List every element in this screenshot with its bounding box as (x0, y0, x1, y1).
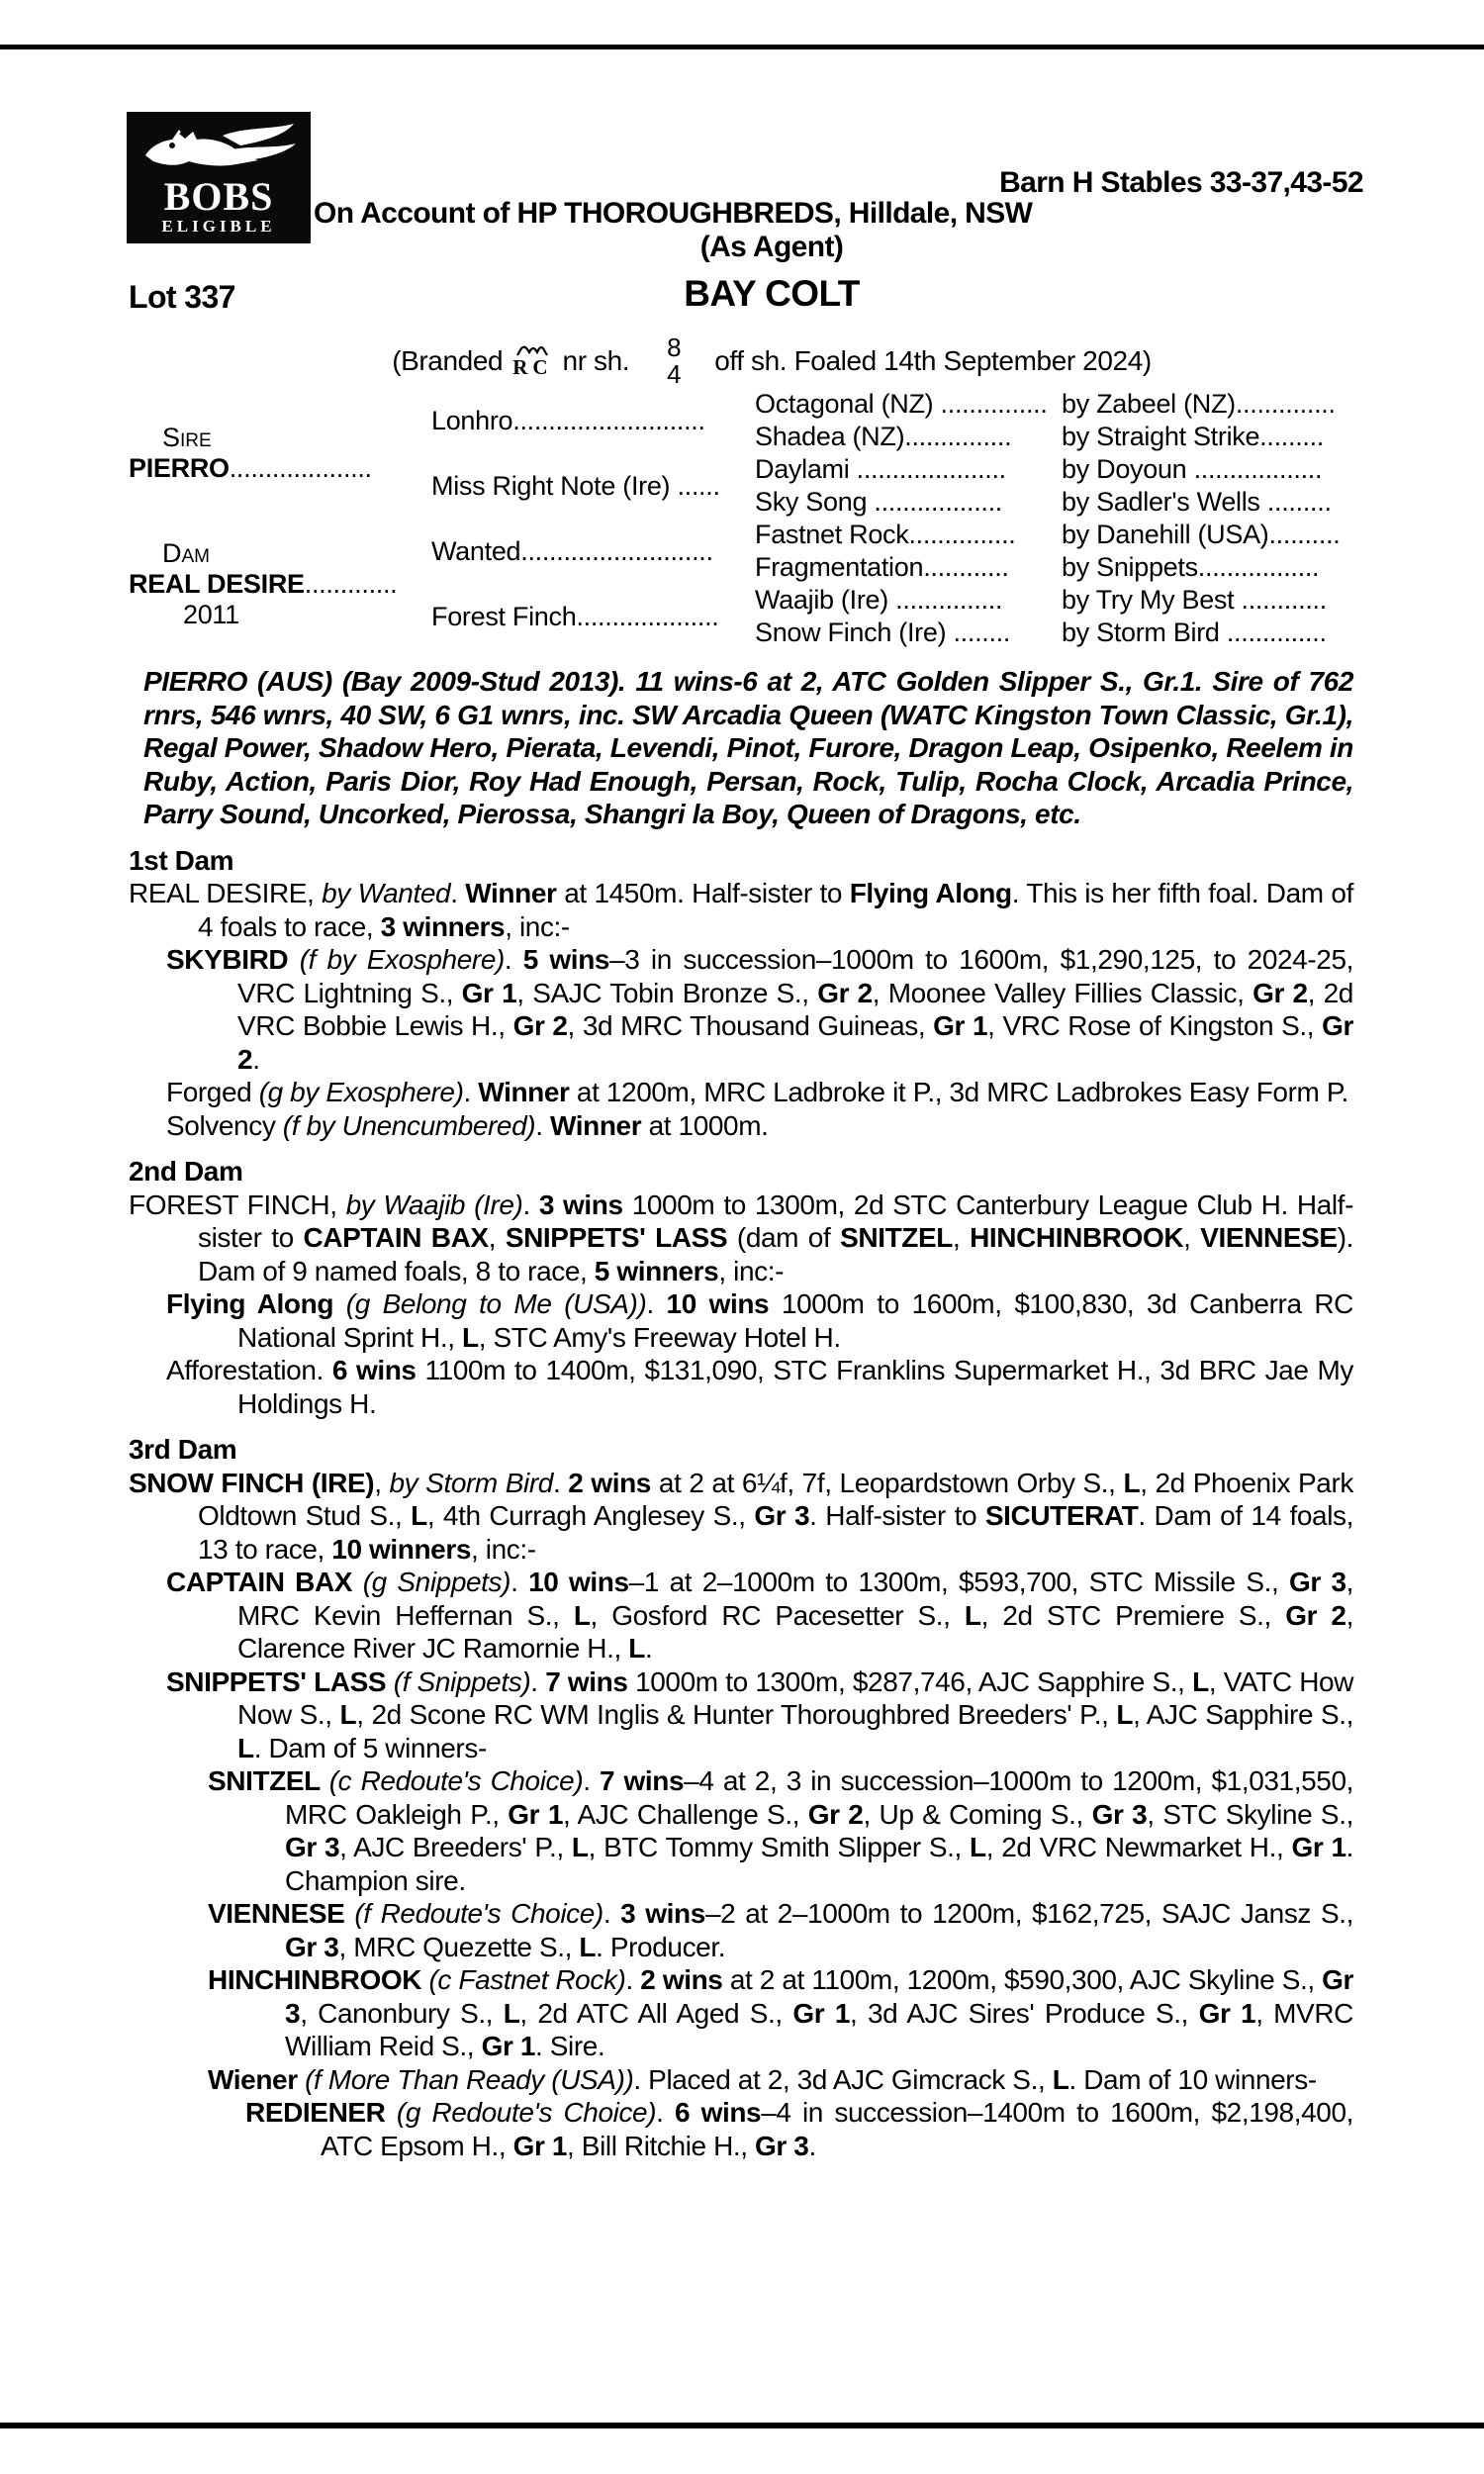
text-run: L (573, 1599, 591, 1631)
pedigree-gen3-name-7: Waajib (Ire) ............... (755, 585, 1003, 615)
text-run: , (374, 1467, 390, 1498)
text-run: , BTC Tommy Smith Slipper S., (588, 1832, 971, 1862)
text-run: , 2d STC Premiere S., (980, 1599, 1286, 1631)
text-run: at 2 at 1100m, 1200m, $590,300, AJC Skyline S., (722, 1964, 1323, 1995)
text-run: , Clarence River JC Ramornie H., (237, 1599, 1353, 1664)
text-run: L (339, 1699, 357, 1730)
pedigree-table (129, 388, 1353, 649)
text-run: L (1116, 1699, 1134, 1730)
text-run: at 2 at 6¼f, 7f, Leopardstown Orby S., (650, 1467, 1124, 1498)
text-run: 10 wins (666, 1288, 770, 1319)
text-run: Gr 3 (1288, 1567, 1346, 1597)
dam-label: Dam (162, 537, 210, 568)
text-run: , Moonee Valley Fillies Classic, (872, 977, 1253, 1008)
text-run: HINCHINBROOK (208, 1964, 429, 1995)
pedigree-gen2-1: Lonhro........................... (431, 405, 705, 435)
text-run: , 2d Phoenix Park Oldtown Stud S., (198, 1467, 1353, 1531)
text-run: , inc:- (471, 1533, 536, 1565)
text-run: Gr 1 (508, 1798, 564, 1830)
text-run: SNITZEL (840, 1222, 953, 1253)
section-heading-1: 1st Dam (129, 844, 234, 876)
text-run: by Wanted (322, 878, 451, 908)
text-run: CAPTAIN BAX (166, 1567, 363, 1597)
section-2-paragraph-1 (129, 1189, 1353, 1288)
text-run: . (552, 1467, 569, 1498)
text-run: ). Dam of 9 named foals, 8 to race, (198, 1222, 1353, 1286)
text-run: , Canonbury S., (300, 1997, 504, 2029)
text-run: , Up & Coming S., (863, 1798, 1092, 1830)
text-run: , 3d AJC Sires' Produce S., (850, 1997, 1199, 2029)
pedigree-gen3-name-2: Shadea (NZ)............... (755, 422, 1012, 451)
pedigree-gen2-4: Forest Finch.................... (431, 601, 719, 631)
text-run: –4 in succession–1400m to 1600m, $2,198,400, ATC Epsom H., (321, 2097, 1354, 2161)
pedigree-gen3-name-5: Fastnet Rock............... (755, 520, 1016, 549)
branded-prefix: (Branded (392, 345, 504, 376)
text-run: Afforestation. (166, 1355, 332, 1385)
text-run: Gr 3 (285, 1964, 1354, 2029)
section-3-paragraph-2 (129, 1566, 1353, 1665)
bobs-eligible-logo (127, 112, 311, 243)
text-run: (f by Exosphere) (299, 944, 505, 975)
text-run: . (530, 1665, 546, 1697)
text-run: Winner (549, 1109, 642, 1141)
brand-mark (512, 344, 552, 378)
text-run: L (237, 1732, 254, 1763)
text-run: . Dam of 10 winners- (1068, 2063, 1317, 2095)
text-run: . Half-sister to (809, 1500, 985, 1531)
text-run: 1000m to 1300m, 2d STC Canterbury League Club H. Half-sister to (198, 1189, 1353, 1253)
text-run: , 2d VRC Newmarket H., (985, 1832, 1292, 1862)
text-run: –1 at 2–1000m to 1300m, $593,700, STC Missile S., (628, 1567, 1289, 1597)
text-run: 1000m to 1600m, $100,830, 3d Canberra RC National Sprint H., (237, 1288, 1353, 1353)
text-run: (f More Than Ready (USA)) (305, 2063, 634, 2095)
account-line: On Account of HP THOROUGHBREDS, Hilldale, NSW (314, 197, 1033, 230)
brand-fraction-top: 8 (667, 333, 682, 362)
text-run: 3 winners (380, 910, 506, 942)
text-run: SICUTERAT (984, 1500, 1139, 1531)
branded-line (198, 327, 1345, 396)
text-run: . (510, 1567, 529, 1597)
text-run: L (462, 1321, 479, 1353)
pedigree-dam-cell (129, 519, 431, 649)
pedigree-gen3-name-6: Fragmentation............ (755, 552, 1009, 582)
text-run: Forged (166, 1077, 259, 1107)
text-run: , STC Amy's Freeway Hotel H. (478, 1321, 841, 1353)
text-run: , AJC Challenge S., (563, 1798, 808, 1830)
agent-line: (As Agent) (699, 231, 844, 263)
sire-name: PIERRO (129, 453, 230, 483)
text-run: Gr 3 (285, 1931, 339, 1962)
text-run: Gr 3 (755, 2130, 809, 2161)
text-run: 1100m to 1400m, $131,090, STC Franklins Supermarket H., 3d BRC Jae My Holdings H. (237, 1355, 1353, 1419)
pedigree-gen4-sire-4: by Sadler's Wells ......... (1062, 487, 1332, 517)
text-run: , inc:- (718, 1255, 785, 1286)
text-run: . (603, 1898, 621, 1929)
text-run: (f Redoute's Choice) (354, 1898, 603, 1929)
brand-fraction (667, 334, 681, 388)
text-run: . (535, 1109, 550, 1141)
pedigree-gen4-sire-2: by Straight Strike......... (1062, 422, 1324, 451)
horse-head-icon (139, 122, 298, 177)
text-run: , inc:- (505, 910, 570, 942)
dam-name: REAL DESIRE (129, 568, 305, 599)
text-run: , VATC How Now S., (237, 1665, 1354, 1730)
text-run: CAPTAIN BAX (303, 1222, 489, 1253)
text-run: at 1000m. (641, 1109, 769, 1141)
text-run: , (488, 1222, 506, 1253)
brand-fraction-bottom: 4 (667, 359, 682, 389)
section-1-paragraph-3 (129, 1076, 1353, 1109)
text-run: , AJC Sapphire S., (1133, 1699, 1353, 1730)
text-run: (dam of (727, 1222, 841, 1253)
text-run: L (628, 1633, 645, 1664)
branded-suffix: off sh. Foaled 14th September 2024) (714, 345, 1152, 376)
text-run: by Waajib (Ire) (345, 1189, 523, 1220)
text-run: 2 wins (640, 1964, 723, 1995)
text-run: 7 wins (600, 1765, 685, 1796)
text-run: . (463, 1077, 479, 1107)
text-run: , STC Skyline S., (1147, 1798, 1353, 1830)
pedigree-gen2-3: Wanted........................... (431, 535, 713, 566)
text-run: Gr 1 (792, 1997, 850, 2029)
text-run: 6 wins (674, 2097, 762, 2128)
text-run: , SAJC Tobin Bronze S., (516, 977, 818, 1008)
lot-number: Lot 337 (129, 279, 235, 315)
text-run: , 2d VRC Bobbie Lewis H., (237, 977, 1353, 1041)
pedigree-gen4-sire-1: by Zabeel (NZ).............. (1062, 389, 1336, 419)
text-run: L (970, 1832, 986, 1862)
text-run: , (1183, 1222, 1201, 1253)
text-run: , 4th Curragh Anglesey S., (426, 1500, 755, 1531)
text-run: , MRC Kevin Heffernan S., (237, 1567, 1354, 1631)
text-run: REDIENER (245, 2097, 397, 2128)
section-3-paragraph-8 (129, 2096, 1353, 2162)
text-run: . (656, 2097, 675, 2128)
text-run: Gr 3 (754, 1500, 810, 1531)
text-run: Gr 3 (285, 1832, 340, 1862)
pedigree-gen4-sire-7: by Try My Best ............ (1062, 585, 1327, 615)
dam-sections (129, 844, 1353, 2163)
text-run: , 2d ATC All Aged S., (519, 1997, 793, 2029)
pedigree-gen3-name-1: Octagonal (NZ) ............... (755, 389, 1048, 419)
text-run: SNITZEL (208, 1765, 329, 1796)
logo-text-eligible: ELIGIBLE (161, 216, 276, 236)
pedigree-gen4-sire-5: by Danehill (USA).......... (1062, 520, 1341, 549)
branded-near-side: nr sh. (562, 345, 630, 376)
text-run: . (522, 1189, 539, 1220)
text-run: , AJC Breeders' P., (339, 1832, 572, 1862)
text-run: (g Belong to Me (USA)) (345, 1288, 647, 1319)
text-run: (g Snippets) (362, 1567, 511, 1597)
text-run (288, 944, 299, 975)
text-run: SNIPPETS' LASS (505, 1222, 728, 1253)
pedigree-gen4-sire-3: by Doyoun .................. (1062, 454, 1323, 484)
text-run: L (1123, 1467, 1141, 1498)
text-run: L (1192, 1665, 1209, 1697)
text-run: . (252, 1043, 260, 1075)
text-run: 5 winners (594, 1255, 719, 1286)
text-run: 2 wins (568, 1467, 651, 1498)
text-run: . This is her fifth foal. Dam of 4 foals to race, (198, 878, 1353, 942)
text-run: L (579, 1931, 597, 1962)
section-1-paragraph-1 (129, 877, 1353, 943)
pedigree-gen3-name-4: Sky Song .................. (755, 487, 1002, 517)
text-run: (c Redoute's Choice) (328, 1765, 584, 1796)
text-run: SNIPPETS' LASS (166, 1665, 394, 1697)
text-run: 1000m to 1300m, $287,746, AJC Sapphire S., (627, 1665, 1193, 1697)
text-run: Gr 1 (512, 2130, 568, 2161)
section-1-paragraph-2 (129, 943, 1353, 1076)
page-title: BAY COLT (684, 273, 860, 314)
text-run: Gr 1 (461, 977, 517, 1008)
text-run: . (646, 1288, 667, 1319)
text-run: Gr 1 (933, 1010, 988, 1041)
sire-dots: .................... (229, 453, 372, 483)
section-3-paragraph-3 (129, 1665, 1353, 1765)
top-rule (0, 45, 1484, 49)
text-run: 3 wins (620, 1898, 705, 1929)
text-run: L (1052, 2063, 1069, 2095)
brand-code: RC (512, 355, 553, 379)
text-run: . (625, 1964, 641, 1995)
text-run: –3 in succession–1000m to 1600m, $1,290,125, to 2024-25, VRC Lightning S., (237, 944, 1353, 1008)
section-1-paragraph-4 (129, 1109, 1353, 1143)
text-run: (g by Exosphere) (258, 1077, 464, 1107)
text-run: . Dam of 5 winners- (253, 1732, 487, 1763)
text-run: . Producer. (596, 1931, 726, 1962)
text-run: 3 wins (538, 1189, 623, 1220)
text-run: Winner (478, 1077, 570, 1107)
text-run: by Storm Bird (389, 1467, 553, 1498)
text-run: , 3d MRC Thousand Guineas, (567, 1010, 934, 1041)
text-run: . Dam of 14 foals, 13 to race, (198, 1500, 1353, 1565)
pedigree-sire-cell (129, 388, 431, 519)
logo-text-bobs: BOBS (163, 173, 274, 219)
text-run: SKYBIRD (166, 944, 289, 975)
sire-summary (143, 665, 1353, 831)
dam-name-line (129, 569, 397, 600)
sire-name-line (129, 453, 372, 484)
text-run: , MVRC William Reid S., (285, 1997, 1353, 2061)
text-run: , (952, 1222, 971, 1253)
page-body (129, 665, 1353, 2162)
text-run: FOREST FINCH, (129, 1189, 346, 1220)
text-run: . (504, 944, 523, 975)
text-run: HINCHINBROOK (970, 1222, 1184, 1253)
text-run: Gr 2 (512, 1010, 568, 1041)
text-run: Gr 1 (1291, 1832, 1346, 1862)
text-run: . (808, 2130, 816, 2161)
text-run: . (450, 878, 466, 908)
dam-dots: ............. (304, 568, 398, 599)
dam-year: 2011 (183, 599, 239, 629)
text-run: . (645, 1633, 653, 1664)
text-run: , MRC Quezette S., (338, 1931, 580, 1962)
text-run: 5 wins (522, 944, 610, 975)
text-run: Gr 1 (481, 2031, 536, 2061)
barn-stables-line: Barn H Stables 33-37,43-52 (999, 166, 1363, 199)
sire-label: Sire (162, 423, 212, 452)
section-2-paragraph-2 (129, 1287, 1353, 1354)
text-run: L (571, 1832, 589, 1862)
text-run: Gr 3 (1091, 1798, 1148, 1830)
text-run: L (411, 1500, 427, 1531)
text-run: Gr 2 (1252, 977, 1308, 1008)
text-run: . Champion sire. (285, 1832, 1354, 1896)
bottom-rule (0, 2423, 1484, 2428)
section-2-paragraph-3 (129, 1354, 1353, 1420)
text-run: Gr 2 (237, 1010, 1353, 1075)
text-run: , 2d Scone RC WM Inglis & Hunter Thoroughbred Breeders' P., (356, 1699, 1117, 1730)
text-run: 6 wins (331, 1355, 417, 1385)
text-run: 7 wins (545, 1665, 628, 1697)
text-run: . Placed at 2, 3d AJC Gimcrack S., (633, 2063, 1053, 2095)
text-run: REAL DESIRE, (129, 878, 323, 908)
section-heading-2: 2nd Dam (129, 1156, 243, 1187)
text-run: Solvency (166, 1109, 283, 1141)
text-run: at 1200m, MRC Ladbroke it P., 3d MRC Ladbrokes Easy Form P. (569, 1077, 1348, 1107)
text-run: 10 wins (528, 1567, 629, 1597)
section-3-paragraph-1 (129, 1467, 1353, 1567)
text-run: . Sire. (535, 2031, 605, 2061)
text-run: SNOW FINCH (IRE) (129, 1467, 375, 1498)
text-run: , Bill Ritchie H., (567, 2130, 756, 2161)
text-run: –2 at 2–1000m to 1200m, $162,725, SAJC Jansz S., (704, 1898, 1354, 1929)
text-run: Flying Along (166, 1288, 346, 1319)
text-run: Gr 2 (817, 977, 873, 1008)
text-run: (f by Unencumbered) (282, 1109, 536, 1141)
text-run: Wiener (208, 2063, 306, 2095)
section-3-paragraph-6 (129, 1963, 1353, 2063)
text-run: L (964, 1599, 981, 1631)
text-run: Gr 2 (807, 1798, 864, 1830)
text-run: Flying Along (849, 878, 1012, 908)
text-run: PIERRO (AUS) (Bay 2009-Stud 2013). 11 wins-6 at 2, ATC Golden Slipper S., Gr.1. Sire of 762 rnrs, 546 wnrs, 40 SW, 6 G1 wnrs, inc. SW Arcadia Queen (WATC Kingston Town Classic, Gr.1), Regal Power, Shadow Hero, Pierata, Levendi, Pinot, Furore, Dragon Leap, Osipenko, Reelem in Ruby, Action, Paris Dior, Roy Had Enough, Persan, Rock, Tulip, Rocha Clock, Arcadia Prince, Parry Sound, Uncorked, Pierossa, Shangri la Boy, Queen of Dragons, etc. (143, 666, 1353, 829)
text-run: L (503, 1997, 520, 2029)
text-run: (g Redoute's Choice) (396, 2097, 657, 2128)
section-heading-3: 3rd Dam (129, 1434, 237, 1465)
pedigree-gen3-name-3: Daylami ..................... (755, 454, 1006, 484)
section-3-paragraph-4 (129, 1764, 1353, 1897)
text-run: 10 winners (331, 1533, 472, 1565)
text-run: Gr 2 (1285, 1599, 1346, 1631)
text-run: Gr 1 (1198, 1997, 1256, 2029)
text-run: –4 at 2, 3 in succession–1000m to 1200m, $1,031,550, MRC Oakleigh P., (285, 1765, 1353, 1830)
pedigree-gen4-sire-8: by Storm Bird .............. (1062, 618, 1327, 647)
section-3-paragraph-7 (129, 2063, 1353, 2097)
text-run: . (583, 1765, 600, 1796)
pedigree-gen3-name-8: Snow Finch (Ire) ........ (755, 618, 1011, 647)
text-run: Winner (465, 878, 557, 908)
text-run: , VRC Rose of Kingston S., (987, 1010, 1323, 1041)
text-run: (c Fastnet Rock) (428, 1964, 626, 1995)
pedigree-gen4-sire-6: by Snippets................. (1062, 552, 1320, 582)
text-run: VIENNESE (208, 1898, 355, 1929)
text-run: , Gosford RC Pacesetter S., (590, 1599, 965, 1631)
text-run: VIENNESE (1200, 1222, 1338, 1253)
section-3-paragraph-5 (129, 1897, 1353, 1963)
text-run: at 1450m. Half-sister to (556, 878, 850, 908)
pedigree-gen2-2: Miss Right Note (Ire) ...... (431, 470, 720, 501)
text-run: (f Snippets) (393, 1665, 531, 1697)
